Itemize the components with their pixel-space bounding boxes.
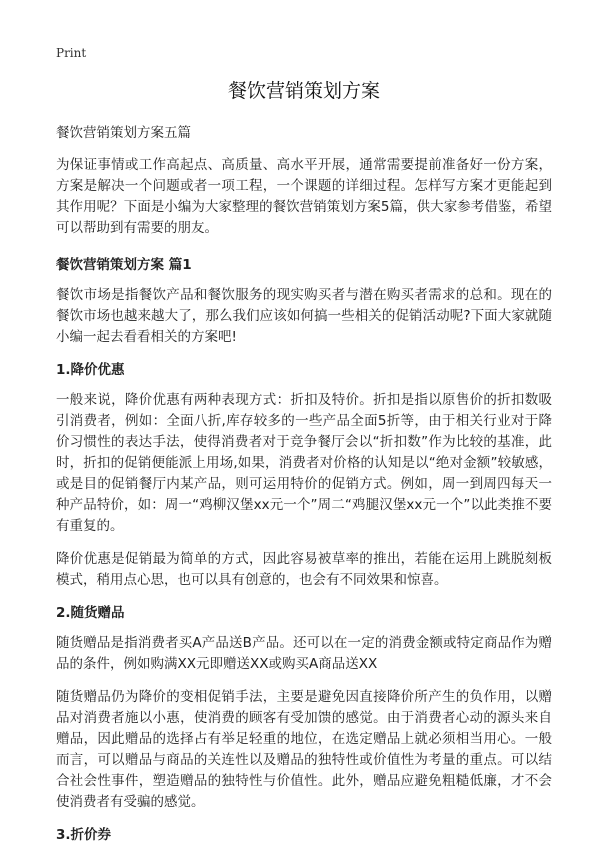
- document-page: [56, 76, 552, 855]
- section-1-paragraph: 餐饮市场是指餐饮产品和餐饮服务的现实购买者与潜在购买者需求的总和。现在的餐饮市场也越来越大了，那么我们应该如何搞一些相关的促销活动呢?下面大家就随小编一起去看看相关的方案吧!: [56, 287, 552, 345]
- print-label: Print: [56, 46, 87, 60]
- subheading-gift: 2.随货赠品: [56, 605, 125, 621]
- subheading-coupon: 3.折价券: [56, 827, 112, 843]
- page-title: 餐饮营销策划方案: [227, 80, 380, 102]
- section-heading-1: 餐饮营销策划方案 篇1: [56, 257, 192, 273]
- discount-paragraph-2: 降价优惠是促销最为简单的方式，因此容易被草率的推出，若能在运用上跳脱刻板模式，稍用点心思，也可以具有创意的，也会有不同效果和惊喜。: [56, 551, 552, 588]
- intro-paragraph: 为保证事情或工作高起点、高质量、高水平开展，通常需要提前准备好一份方案，方案是解决一个问题或者一项工程，一个课题的详细过程。怎样写方案才更能起到其作用呢？下面是小编为大家整理的餐饮营销策划方案5篇，供大家参考借鉴，希望可以帮助到有需要的朋友。: [56, 157, 552, 236]
- document-subtitle: 餐饮营销策划方案五篇: [56, 125, 191, 141]
- discount-paragraph-1: 一般来说，降价优惠有两种表现方式：折扣及特价。折扣是指以原售价的折扣数吸引消费者，例如：全面八折,库存较多的一些产品全面5折等，由于相关行业对于降价习惯性的表达手法，使得消费者对于竞争餐厅会以“折扣数”作为比较的基准，此时，折扣的促销便能派上用场,如果，消费者对价格的认知是以“绝对金额”较敏感，或是目的促销餐厅内某产品，则可运用特价的促销方式。例如，周一到周四每天一种产品特价，如：周一“鸡柳汉堡xx元一个”周二“鸡腿汉堡xx元一个”以此类推不要有重复的。: [56, 392, 552, 534]
- gift-paragraph-2: 随货赠品仍为降价的变相促销手法，主要是避免因直接降价所产生的负作用，以赠品对消费者施以小惠，使消费的顾客有受加馈的感觉。由于消费者心动的源头来自赠品，因此赠品的选择占有举足轻重的地位，在选定赠品上就必须相当用心。一般而言，可以赠品与商品的关连性以及赠品的独特性或价值性为考量的重点。可以结合社会性事件，塑造赠品的独特性与价值性。此外，赠品应避免粗糙低廉，才不会使消费者有受骗的感觉。: [56, 689, 552, 810]
- subheading-discount: 1.降价优惠: [56, 362, 125, 378]
- gift-paragraph-1: 随货赠品是指消费者买A产品送B产品。还可以在一定的消费金额或特定商品作为赠品的条件，例如购满XX元即赠送XX或购买A商品送XX: [56, 635, 552, 672]
